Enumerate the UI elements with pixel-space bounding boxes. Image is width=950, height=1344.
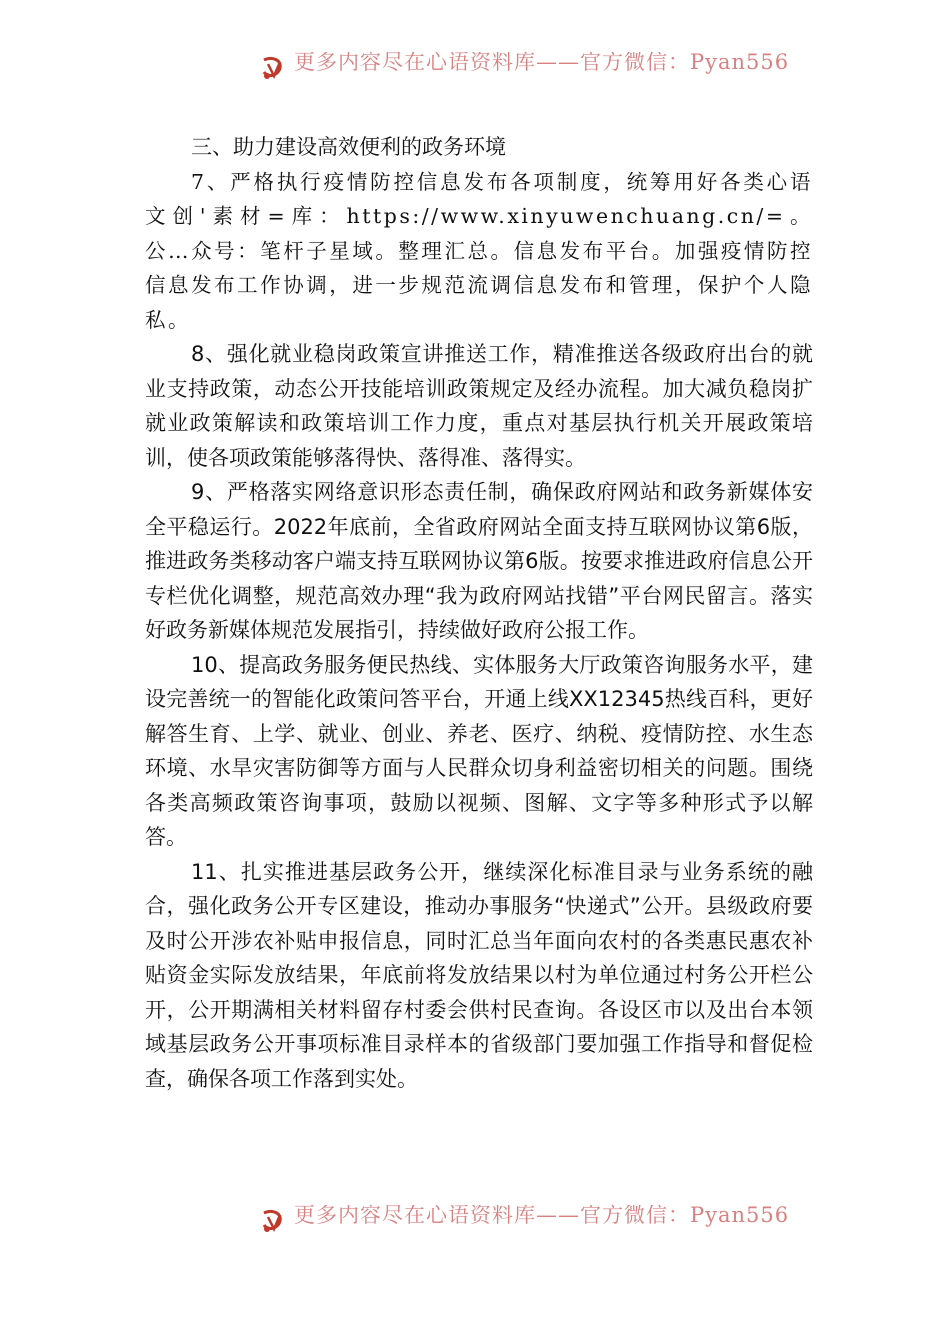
paragraph-11: 11、扎实推进基层政务公开，继续深化标准目录与业务系统的融合，强化政务公开专区建设，推动办事服务“快递式”公开。县级政府要及时公开涉农补贴申报信息，同时汇总当年面向农村的各类惠民惠农补贴资金实际发放结果，年底前将发放结果以村为单位通过村务公开栏公开，公开期满相关材料留存村委会供村民查询。各设区市以及出台本领域基层政务公开事项标准目录样本的省级部门要加强工作指导和督促检查，确保各项工作落到实处。 bbox=[145, 859, 813, 1091]
footer-banner bbox=[258, 1205, 789, 1239]
brand-logo-icon bbox=[258, 54, 288, 84]
header-banner bbox=[258, 52, 789, 86]
paragraph-10: 10、提高政务服务便民热线、实体服务大厅政策咨询服务水平，建设完善统一的智能化政策问答平台，开通上线XX12345热线百科，更好解答生育、上学、就业、创业、养老、医疗、纳税、疫情防控、水生态环境、水旱灾害防御等方面与人民群众切身利益密切相关的问题。围绕各类高频政策咨询事项，鼓励以视频、图解、文字等多种形式予以解答。 bbox=[145, 652, 813, 849]
paragraph-7: 7、严格执行疫情防控信息发布各项制度，统筹用好各类心语文创'素材=库：https://www.xinyuwenchuang.cn/=。公…众号：笔杆子星域。整理汇总。信息发布平台。加强疫情防控信息发布工作协调，进一步规范流调信息发布和管理，保护个人隐私。 bbox=[145, 169, 813, 332]
document-body bbox=[145, 130, 813, 1096]
banner-text: 更多内容尽在心语资料库——官方微信：Pyan556 bbox=[294, 1205, 790, 1227]
brand-logo-icon bbox=[258, 1207, 288, 1237]
paragraph-9: 9、严格落实网络意识形态责任制，确保政府网站和政务新媒体安全平稳运行。2022年底前，全省政府网站全面支持互联网协议第6版，推进政务类移动客户端支持互联网协议第6版。按要求推进政府信息公开专栏优化调整，规范高效办理“我为政府网站找错”平台网民留言。落实好政务新媒体规范发展指引，持续做好政府公报工作。 bbox=[145, 480, 813, 642]
section-heading: 三、助力建设高效便利的政务环境 bbox=[191, 135, 506, 159]
paragraph-8: 8、强化就业稳岗政策宣讲推送工作，精准推送各级政府出台的就业支持政策，动态公开技能培训政策规定及经办流程。加大减负稳岗扩就业政策解读和政策培训工作力度，重点对基层执行机关开展政策培训，使各项政策能够落得快、落得准、落得实。 bbox=[145, 342, 813, 470]
banner-text: 更多内容尽在心语资料库——官方微信：Pyan556 bbox=[294, 52, 790, 74]
